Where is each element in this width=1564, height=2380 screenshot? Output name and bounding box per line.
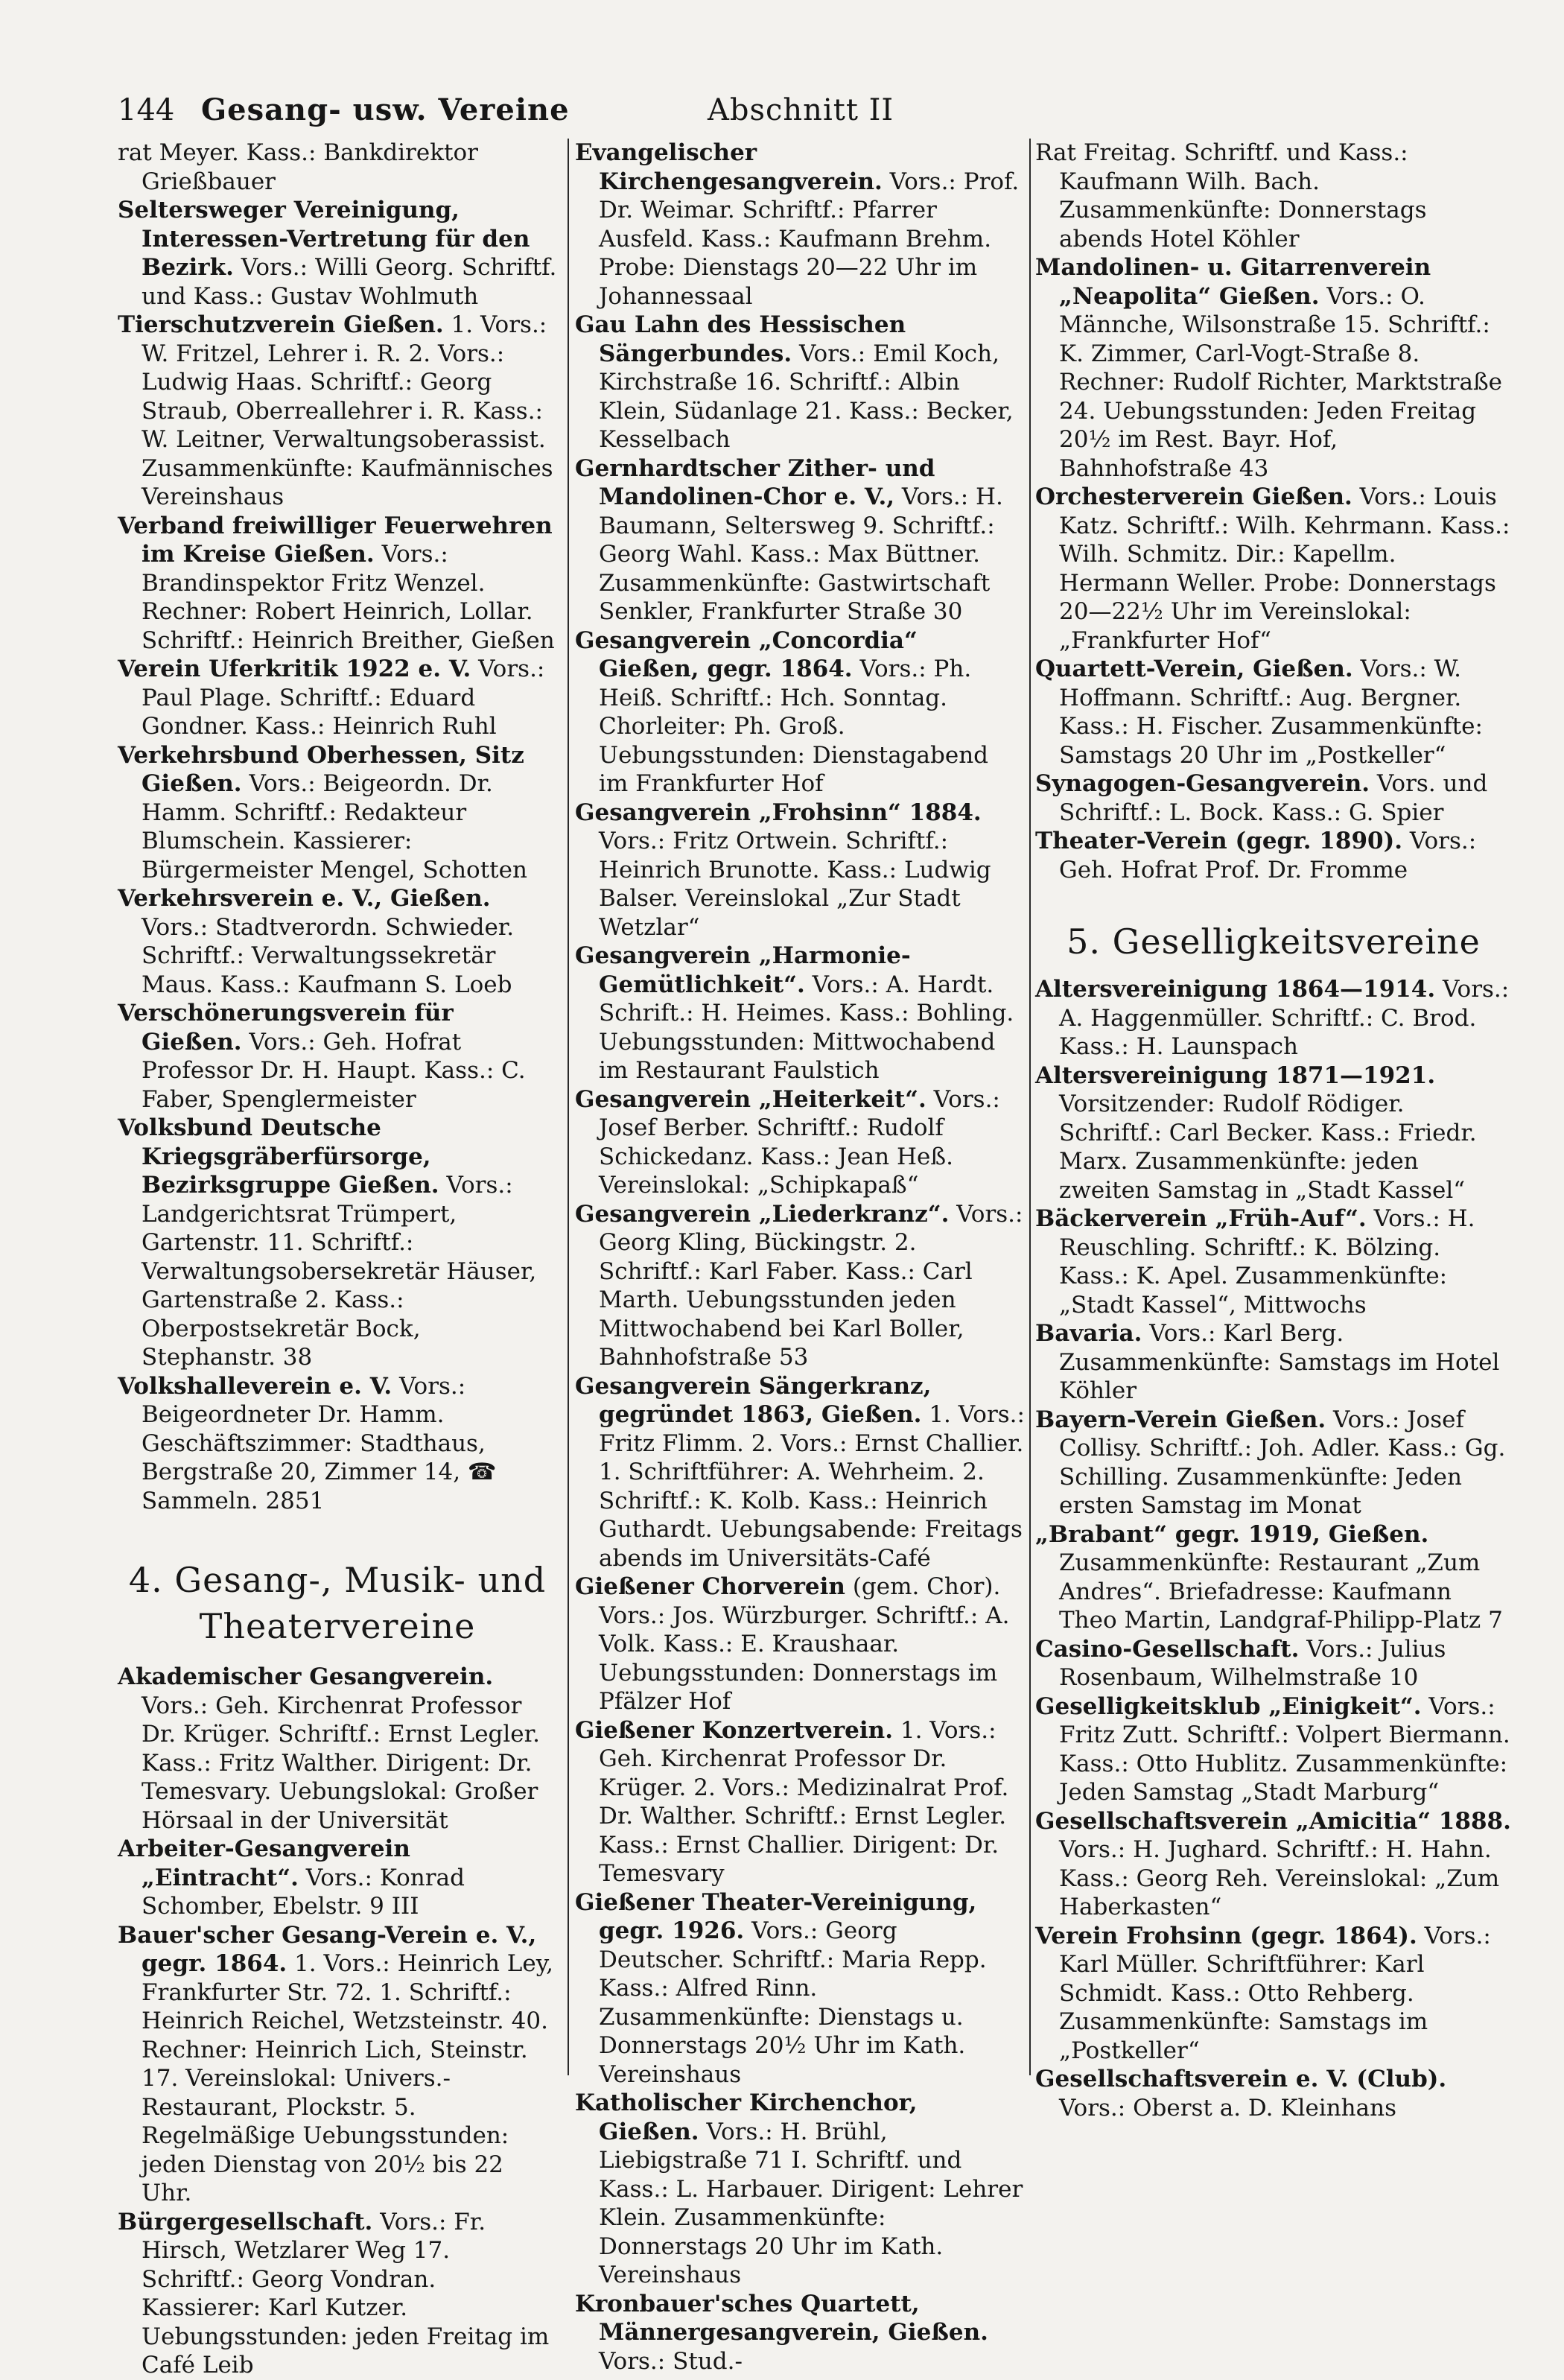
entry-details: rat Meyer. Kass.: Bankdirektor Grießbauer bbox=[118, 139, 478, 195]
directory-entry bbox=[1035, 483, 1512, 655]
directory-entry bbox=[1035, 1922, 1512, 2066]
entry-details: Vors.: Stud.- bbox=[599, 2347, 743, 2375]
entry-details: Vors.: Josef Collisy. Schriftf.: Joh. Adler. Kass.: Gg. Schilling. Zusammenkünfte: Jeden ersten Samstag im Monat bbox=[1059, 1406, 1506, 1519]
entry-name: Gernhardtscher Zither- und Mandolinen-Chor e. V., bbox=[575, 454, 935, 510]
entry-details: Zusammenkünfte: Restaurant „Zum Andres“. Briefadresse: Kaufmann Theo Martin, Landgraf-Philipp-Platz 7 bbox=[1059, 1549, 1503, 1634]
directory-entry bbox=[118, 196, 557, 311]
entry-details: Vorsitzender: Rudolf Rödiger. Schriftf.: Carl Becker. Kass.: Friedr. Marx. Zusammenkünfte: jeden zweiten Samstag in „Stadt Kassel“ bbox=[1059, 1091, 1477, 1204]
entry-name: Gesangverein „Concordia“ Gießen, gegr. 1864. bbox=[575, 626, 918, 682]
entry-name: Evangelischer Kirchengesangverein. bbox=[575, 139, 883, 195]
directory-entry bbox=[575, 799, 1025, 942]
entry-details: Vors.: Georg Deutscher. Schriftf.: Maria Repp. Kass.: Alfred Rinn. Zusammenkünfte: Dienstags u. Donnerstags 20½ Uhr im Kath. Vereinshaus bbox=[599, 1917, 987, 2088]
entry-details: Vors.: Fritz Zutt. Schriftf.: Volpert Biermann. Kass.: Otto Hublitz. Zusammenkünfte: Jeden Samstag „Stadt Marburg“ bbox=[1059, 1692, 1510, 1806]
entry-details: Vors.: Ph. Heiß. Schriftf.: Hch. Sonntag. Chorleiter: Ph. Groß. Uebungsstunden: Dienstagabend im Frankfurter Hof bbox=[599, 656, 989, 797]
entry-name: Altersvereinigung 1871—1921. bbox=[1035, 1062, 1436, 1089]
entry-details: Vors.: H. Baumann, Seltersweg 9. Schriftf.: Georg Wahl. Kass.: Max Büttner. Zusammenkünfte: Gastwirtschaft Senkler, Frankfurter Straße 30 bbox=[599, 483, 1003, 625]
entry-name: Volksbund Deutsche Kriegsgräberfürsorge, Bezirksgruppe Gießen. bbox=[118, 1114, 439, 1199]
directory-entry bbox=[118, 999, 557, 1114]
entry-name: Orchesterverein Gießen. bbox=[1035, 483, 1352, 510]
section-heading-line: 5. Geselligkeitsvereine bbox=[1066, 921, 1481, 962]
entry-details: Rat Freitag. Schriftf. und Kass.: Kaufmann Wilh. Bach. Zusammenkünfte: Donnerstags abends Hotel Köhler bbox=[1035, 139, 1427, 253]
directory-entry bbox=[575, 626, 1025, 799]
directory-entry bbox=[118, 311, 557, 512]
entry-name: Tierschutzverein Gießen. bbox=[118, 311, 444, 338]
entry-details: Vors.: Beigeordn. Dr. Hamm. Schriftf.: Redakteur Blumschein. Kassierer: Bürgermeister Mengel, Schotten bbox=[142, 770, 527, 883]
directory-entry bbox=[575, 1372, 1025, 1573]
directory-entry bbox=[1035, 1520, 1512, 1635]
directory-entry bbox=[1035, 1635, 1512, 1692]
entry-name: Casino-Gesellschaft. bbox=[1035, 1635, 1300, 1663]
entry-name: Verein Frohsinn (gegr. 1864). bbox=[1035, 1922, 1417, 1949]
directory-entry bbox=[575, 1085, 1025, 1200]
entry-details: Vors.: Fritz Ortwein. Schriftf.: Heinrich Brunotte. Kass.: Ludwig Balser. Vereinslokal „Zur Stadt Wetzlar“ bbox=[599, 828, 991, 941]
column-right bbox=[1035, 139, 1512, 2122]
entry-name: Gesellschaftsverein e. V. (Club). bbox=[1035, 2066, 1447, 2092]
directory-entry bbox=[118, 655, 557, 741]
entry-details: Vors.: A. Haggenmüller. Schriftf.: C. Brod. Kass.: H. Launspach bbox=[1059, 976, 1510, 1060]
entry-name: Volkshalleverein e. V. bbox=[118, 1372, 392, 1400]
entry-name: Gau Lahn des Hessischen Sängerbundes. bbox=[575, 311, 906, 367]
directory-entry bbox=[1035, 1205, 1512, 1319]
entry-details: Vors.: O. Männche, Wilsonstraße 15. Schriftf.: K. Zimmer, Carl-Vogt-Straße 8. Rechner: Rudolf Richter, Marktstraße 24. Uebungsstunden: Jeden Freitag 20½ im Rest. Bayr. Hof, Bahnhofstraße 43 bbox=[1059, 282, 1503, 482]
entry-name: Verein Uferkritik 1922 e. V. bbox=[118, 656, 471, 682]
entry-name: Bavaria. bbox=[1035, 1320, 1142, 1347]
entry-details: Vors.: Geh. Hofrat Prof. Dr. Fromme bbox=[1059, 828, 1477, 883]
entry-details: Vors.: Julius Rosenbaum, Wilhelmstraße 10 bbox=[1059, 1635, 1446, 1691]
entry-name: Kronbauer'sches Quartett, Männergesangverein, Gießen. bbox=[575, 2290, 988, 2346]
entry-name: Gesangverein „Heiterkeit“. bbox=[575, 1085, 926, 1113]
entry-details: Vors.: Louis Katz. Schriftf.: Wilh. Kehrmann. Kass.: Wilh. Schmitz. Dir.: Kapellm. Hermann Weller. Probe: Donnerstags 20—22½ Uhr im Vereinslokal: „Frankfurter Hof“ bbox=[1059, 483, 1510, 654]
entry-details: Vors.: Paul Plage. Schriftf.: Eduard Gondner. Kass.: Heinrich Ruhl bbox=[142, 656, 545, 740]
entry-name: Theater-Verein (gegr. 1890). bbox=[1035, 828, 1403, 854]
entry-details: Vors.: Karl Berg. Zusammenkünfte: Samstags im Hotel Köhler bbox=[1059, 1320, 1500, 1404]
entry-name: Arbeiter-Gesangverein „Eintracht“. bbox=[118, 1835, 410, 1891]
entry-name: Gießener Konzertverein. bbox=[575, 1716, 893, 1744]
entry-details: 1. Vors.: Heinrich Ley, Frankfurter Str. 72. 1. Schriftf.: Heinrich Reichel, Wetzsteinstr. 40. Rechner: Heinrich Lich, Steinstr. 17. Vereinslokal: Univers.-Restaurant, Plockstr. 5. Regelmäßige Uebungsstunden: jeden Dienstag von 20½ bis 22 Uhr. bbox=[142, 1950, 553, 2206]
entry-name: Gießener Theater-Vereinigung, gegr. 1926. bbox=[575, 1888, 977, 1944]
directory-entry bbox=[575, 1200, 1025, 1372]
entry-name: Verkehrsbund Oberhessen, Sitz Gießen. bbox=[118, 741, 524, 797]
column-middle bbox=[575, 139, 1025, 2376]
entry-details: Vors.: A. Hardt. Schrift.: H. Heimes. Kass.: Bohling. Uebungsstunden: Mittwochabend im Restaurant Faulstich bbox=[599, 971, 1014, 1084]
entry-name: Bayern-Verein Gießen. bbox=[1035, 1406, 1326, 1433]
section-title: Abschnitt II bbox=[708, 93, 894, 127]
entry-details: Vors.: H. Brühl, Liebigstraße 71 I. Schriftf. und Kass.: L. Harbauer. Dirigent: Lehrer Klein. Zusammenkünfte: Donnerstags 20 Uhr im Kath. Vereinshaus bbox=[599, 2118, 1023, 2288]
directory-entry bbox=[575, 1888, 1025, 2089]
entry-name: Gesangverein „Harmonie-Gemütlichkeit“. bbox=[575, 942, 911, 998]
directory-entry bbox=[1035, 1062, 1512, 1205]
entry-details: Vors.: Landgerichtsrat Trümpert, Gartenstr. 11. Schriftf.: Verwaltungsobersekretär Häuser, Gartenstraße 2. Kass.: Oberpostsekretär Bock, Stephanstr. 38 bbox=[142, 1172, 537, 1371]
entry-name: Akademischer Gesangverein. bbox=[118, 1663, 494, 1690]
directory-entry bbox=[118, 741, 557, 885]
directory-entry bbox=[118, 1114, 557, 1372]
directory-entry bbox=[575, 1716, 1025, 1888]
entry-details: (gem. Chor). Vors.: Jos. Würzburger. Schriftf.: A. Volk. Kass.: E. Kraushaar. Uebungsstunden: Donnerstags im Pfälzer Hof bbox=[599, 1573, 1010, 1715]
column-left bbox=[118, 139, 557, 2380]
directory-entry bbox=[118, 884, 557, 999]
entry-details: Vors.: Beigeordneter Dr. Hamm. Geschäftszimmer: Stadthaus, Bergstraße 20, Zimmer 14, ☎ Sammeln. 2851 bbox=[142, 1372, 497, 1514]
entry-details: Vors.: Oberst a. D. Kleinhans bbox=[1059, 2094, 1396, 2122]
entry-name: Quartett-Verein, Gießen. bbox=[1035, 656, 1353, 682]
entry-details: Vors.: Willi Georg. Schriftf. und Kass.: Gustav Wohlmuth bbox=[142, 254, 557, 310]
entry-name: Verkehrsverein e. V., Gießen. bbox=[118, 885, 491, 912]
section-heading bbox=[1035, 918, 1512, 965]
entry-details: Vors.: Brandinspektor Fritz Wenzel. Rechner: Robert Heinrich, Lollar. Schriftf.: Heinrich Breither, Gießen bbox=[142, 541, 555, 654]
column-divider bbox=[1029, 139, 1031, 2075]
entry-details: Vors.: Geh. Kirchenrat Professor Dr. Krüger. Schriftf.: Ernst Legler. Kass.: Fritz Walther. Dirigent: Dr. Temesvary. Uebungslokal: Großer Hörsaal in der Universität bbox=[142, 1692, 540, 1834]
directory-entry bbox=[1035, 769, 1512, 827]
directory-entry bbox=[118, 1663, 557, 1835]
directory-entry bbox=[1035, 1319, 1512, 1406]
entry-name: Mandolinen- u. Gitarrenverein „Neapolita“ Gießen. bbox=[1035, 254, 1431, 310]
entry-details: Vors.: Geh. Hofrat Professor Dr. H. Haupt. Kass.: C. Faber, Spenglermeister bbox=[142, 1028, 526, 1113]
entry-details: Vors. und Schriftf.: L. Bock. Kass.: G. Spier bbox=[1059, 770, 1488, 826]
entry-name: „Brabant“ gegr. 1919, Gießen. bbox=[1035, 1520, 1429, 1548]
directory-entry bbox=[1035, 1807, 1512, 1922]
entry-name: Gießener Chorverein bbox=[575, 1573, 845, 1600]
directory-entry bbox=[575, 311, 1025, 454]
directory-entry bbox=[1035, 253, 1512, 483]
entry-name: Gesangverein „Frohsinn“ 1884. bbox=[575, 799, 982, 826]
directory-entry bbox=[118, 1835, 557, 1921]
entry-name: Seltersweger Vereinigung, Interessen-Vertretung für den Bezirk. bbox=[118, 197, 530, 281]
entry-details: Vors.: Prof. Dr. Weimar. Schriftf.: Pfarrer Ausfeld. Kass.: Kaufmann Brehm. Probe: Dienstags 20—22 Uhr im Johannessaal bbox=[599, 168, 1020, 310]
directory-entry bbox=[575, 942, 1025, 1085]
entry-details: Vors.: Emil Koch, Kirchstraße 16. Schriftf.: Albin Klein, Südanlage 21. Kass.: Becker, Kesselbach bbox=[599, 340, 1014, 453]
entry-name: Katholischer Kirchenchor, Gießen. bbox=[575, 2089, 918, 2145]
entry-details: 1. Vors.: Geh. Kirchenrat Professor Dr. Krüger. 2. Vors.: Medizinalrat Prof. Dr. Walther. Schriftf.: Ernst Legler. Kass.: Ernst Challier. Dirigent: Dr. Temesvary bbox=[599, 1716, 1009, 1887]
directory-entry bbox=[575, 2290, 1025, 2376]
entry-name: Bäckerverein „Früh-Auf“. bbox=[1035, 1205, 1367, 1232]
section-heading bbox=[118, 1557, 557, 1649]
entry-details: 1. Vors.: W. Fritzel, Lehrer i. R. 2. Vors.: Ludwig Haas. Schriftf.: Georg Straub, Oberreallehrer i. R. Kass.: W. Leitner, Verwaltungsoberassist. Zusammenkünfte: Kaufmännisches Vereinshaus bbox=[142, 311, 553, 510]
entry-name: Verband freiwilliger Feuerwehren im Kreise Gießen. bbox=[118, 512, 553, 568]
directory-entry bbox=[575, 1573, 1025, 1716]
directory-entry bbox=[1035, 975, 1512, 1062]
entry-name: Bauer'scher Gesang-Verein e. V., gegr. 1864. bbox=[118, 1921, 537, 1977]
directory-entry bbox=[1035, 655, 1512, 769]
entry-name: Gesangverein „Liederkranz“. bbox=[575, 1200, 950, 1228]
directory-entry bbox=[1035, 2065, 1512, 2122]
entry-details: Vors.: Georg Kling, Bückingstr. 2. Schriftf.: Karl Faber. Kass.: Carl Marth. Uebungsstunden jeden Mittwochabend bei Karl Boller, Bahnhofstraße 53 bbox=[599, 1200, 1023, 1371]
directory-entry bbox=[1035, 139, 1512, 253]
directory-entry bbox=[1035, 1692, 1512, 1807]
entry-details: Vors.: Stadtverordn. Schwieder. Schriftf.: Verwaltungssekretär Maus. Kass.: Kaufmann S. Loeb bbox=[142, 913, 515, 998]
page-header bbox=[112, 88, 1542, 133]
entry-details: Vors.: Konrad Schomber, Ebelstr. 9 III bbox=[142, 1864, 465, 1920]
directory-entry bbox=[575, 454, 1025, 626]
directory-entry bbox=[575, 139, 1025, 311]
entry-name: Synagogen-Gesangverein. bbox=[1035, 770, 1370, 797]
page-number: 144 bbox=[118, 93, 175, 127]
directory-entry bbox=[1035, 1406, 1512, 1520]
directory-entry bbox=[118, 2208, 557, 2380]
entry-name: Gesellschaftsverein „Amicitia“ 1888. bbox=[1035, 1807, 1511, 1835]
running-title: Gesang- usw. Vereine bbox=[201, 92, 570, 127]
entry-name: Bürgergesellschaft. bbox=[118, 2208, 373, 2235]
entry-details: 1. Vors.: Fritz Flimm. 2. Vors.: Ernst Challier. 1. Schriftführer: A. Wehrheim. 2. Schriftf.: K. Kolb. Kass.: Heinrich Guthardt. Uebungsabende: Freitags abends im Universitäts-Café bbox=[599, 1401, 1025, 1572]
directory-entry bbox=[118, 512, 557, 656]
entry-details: Vors.: H. Jughard. Schriftf.: H. Hahn. Kass.: Georg Reh. Vereinslokal: „Zum Haberkasten“ bbox=[1059, 1836, 1500, 1920]
entry-name: Verschönerungsverein für Gießen. bbox=[118, 1000, 454, 1056]
section-heading-line: 4. Gesang-, Musik- und bbox=[128, 1560, 547, 1600]
entry-details: Vors.: Fr. Hirsch, Wetzlarer Weg 17. Schriftf.: Georg Vondran. Kassierer: Karl Kutzer. Uebungsstunden: jeden Freitag im Café Leib bbox=[142, 2208, 550, 2379]
section-heading-line: Theatervereine bbox=[199, 1606, 476, 1646]
directory-entry bbox=[118, 1372, 557, 1516]
directory-entry bbox=[1035, 827, 1512, 884]
entry-details: Vors.: Karl Müller. Schriftführer: Karl Schmidt. Kass.: Otto Rehberg. Zusammenkünfte: Samstags im „Postkeller“ bbox=[1059, 1922, 1491, 2064]
column-divider bbox=[568, 139, 569, 2075]
entry-details: Vors.: W. Hoffmann. Schriftf.: Aug. Bergner. Kass.: H. Fischer. Zusammenkünfte: Samstags 20 Uhr im „Postkeller“ bbox=[1059, 656, 1483, 769]
entry-name: Gesangverein Sängerkranz, gegründet 1863, Gießen. bbox=[575, 1372, 932, 1428]
entry-details: Vors.: H. Reuschling. Schriftf.: K. Bölzing. Kass.: K. Apel. Zusammenkünfte: „Stadt Kassel“, Mittwochs bbox=[1059, 1205, 1475, 1318]
directory-entry bbox=[575, 2089, 1025, 2290]
directory-entry bbox=[118, 139, 557, 196]
entry-name: Geselligkeitsklub „Einigkeit“. bbox=[1035, 1692, 1422, 1720]
entry-details: Vors.: Josef Berber. Schriftf.: Rudolf Schickedanz. Kass.: Jean Heß. Vereinslokal: „Schipkapaß“ bbox=[599, 1085, 1000, 1199]
entry-name: Altersvereinigung 1864—1914. bbox=[1035, 976, 1436, 1003]
directory-entry bbox=[118, 1921, 557, 2208]
